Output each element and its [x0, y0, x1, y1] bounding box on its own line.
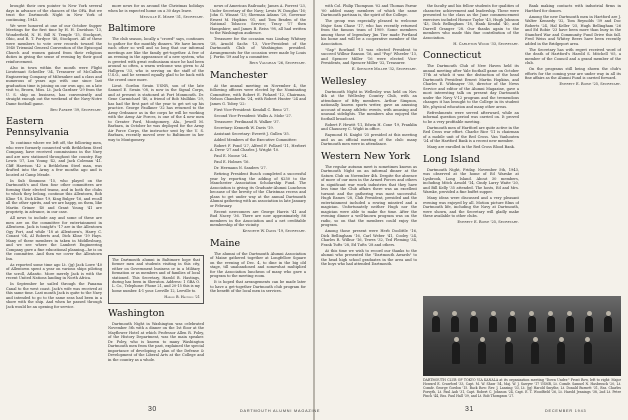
washington-heading: Washington: [108, 307, 165, 319]
paragraph: The Dartmouth Club of New Haven held its annual meeting after Yale football game on October 17th at which it was the distinction of the head Dartmouth President Ernest Martin Hopkins, and Charles E. Widmayer '30, director of the News Service and editor of the Alumni Magazine, gave a most interesting talk on present day Dartmouth under the Navy V-12 program and the tremendous changes it has brought to the College in its student life, physical education and many other areas.: [423, 64, 519, 109]
paragraph: Also in town within the month were Flight Lieutenant Schedler '34, Treasurer of McCallum Engineering Company of Milwaukee and a class and numerous of years ago with one since last graduation time is joining on our own ago, on a late visit to, Brown, Miss. Lt. Jack Gardner '29 from the U. S. ship on business, has conveniently and straight enough out the weekend of the Navy-Notre Dame football game.: [6, 65, 102, 106]
paragraph: The regular autumn meet is sometimes known as Dartmouth Night on an informal dinner at the Saturn Club on November 4th. Despite the absence of more of our men in the Armed Forces and others in significant war work industries that they have less time the Club affairs there was an excellent turnout and the gathering was most successful. Hugh Eames '28, Club President, presided and the entertainment included a rowing minstrel and a magician. Unfortunately neither Hugh nor the magician were able to make the time. After the evening dinner a well-known program was on the radio, so on that the members could enjoy the program.: [321, 164, 417, 227]
paragraph: Dr. Hermann N. Sanders '27.: [214, 166, 267, 170]
paragraph: Bank making contacts with industrial firms in Hartford for donors.: [525, 4, 621, 13]
paragraph: At this time we wish to record our thanks to the alumni who presented the "Dartmouth Awards" to the head high school graduates in the area and to the boys who had attended Dartmouth.: [321, 248, 417, 266]
secretary-signature: Rein Vaughan '26, Secretary.: [249, 61, 306, 65]
secretary-signature: H. Carleton Wood '33, Secretary.: [453, 41, 519, 46]
right-column-3: [525, 4, 621, 294]
left-page: [0, 0, 313, 420]
right-page: [315, 0, 628, 420]
section-heading: Western New York: [321, 150, 411, 162]
paragraph: As reported some time ago Lt. (jg) Jack Lowe '40 of Allentown spent a year on various ships piloting the scroll, Atlantic. More merely Jack is with the recent United Nations landing in North Africa.: [6, 262, 102, 280]
section-heading: Manchester: [210, 69, 268, 81]
paragraph: Paul E. Noone '24.: [214, 154, 248, 158]
paragraph: Many ideas were discussed and a very pleasant evening was enjoyed by all. Motion picture films of Dartmouth life, including the Navy at Dartmouth, were shown, and the Secretary will gladly make these available to other clubs.: [423, 196, 519, 218]
left-column-2: [108, 4, 204, 254]
paragraph: Refreshments were served afterward, while an informal question period was carried on. It proved to be a very profitable meeting.: [423, 110, 519, 124]
section-heading: Eastern Pennsylvania: [6, 116, 69, 138]
paragraph: Dartmouth Night, Friday, November 5th, 1943, was observed at the home of Ed Warnke at Lynbrook, Long Island. About 30 members, including Mitch Arnold '14, Cindy Larry Waite '20, and Bill Kelly '35 attended. The hosts, Ed and Mrs. Warnke, provided a fine buffet supper.: [423, 167, 519, 194]
paragraph: Retiring President Busch completed a successful year by reporting the adding of $250 to the Manchester Association Scholarship Fund. The Association is giving its Graduate-Alumni Luncheon because of the brevity of the Christmas recess and plans to get under way at the annual Dartmouth Alumni gathering with an association in late January or February.: [210, 172, 306, 208]
paragraph: The Secretary has with regret received word of the death of Hartford's Harold S. Mitchell '05, a member of the Council and a grand member of the club.: [525, 47, 621, 65]
paragraph: Among those present were Herb Doolittle '16, Dick Bellingham '16, Carl Weber '41, Cooley '24, Charles R. Wilbur '16, Tewes '32, Ted Fleming '34, Frank Tufts '28, Ed Tufts '28 and others.: [321, 229, 417, 247]
section-heading: Long Island: [423, 153, 480, 165]
paragraph: Assistant Secretary: Everett J. Gullen '35.: [214, 131, 290, 136]
secretary-signature: Kenneth W. Davis '19, Secretary.: [242, 229, 306, 233]
issue-date: DECEMBER 1943: [545, 409, 587, 413]
paragraph: The club season, locally a "crowd" says, continues to gather for the monthly dinners. We have known each other so well and so long that our informal meetings are like the family get-together. A few of an evening in the appearance of a new system, who is greeted with great enthusiasm since he had been around so often, a warm welcome was given to Al Hallgren '33, who is serving on the staff of the U.S.O., and he seemed equally glad to be back with the crowd once more.: [108, 37, 204, 82]
secretary-signature: Ben Parker '39, Secretary.: [50, 107, 102, 112]
section-heading: Baltimore: [108, 23, 156, 34]
baltimore-inset-text: The Dartmouth alumni in Baltimore hope that former men and students visiting in this city, either on Government business or in a Military formation or as members and of families of local stationed. This Secretary, Harold B. Hastings, during has been in Sheraton. Address: 1 GBA O. L. Co., Telephone: Phone 21, and 20-15 this is my home number. 4-1 your. Leeville 12, Leeville to.: [112, 258, 200, 293]
secretary-signature: Melville E. Mixer '31, Secretary.: [139, 14, 204, 19]
paragraph: more news for us around the Christmas holidays when he is expected home on a 30 days leave.: [108, 4, 204, 13]
left-page-number: 30: [148, 406, 157, 413]
secretary-signature: E. Spencer Miller '32, Secretary.: [351, 67, 417, 71]
baltimore-inset-signature: Harold B. Hastings '21: [164, 294, 200, 299]
paragraph: Paul E. Holmes '16.: [214, 160, 250, 164]
photo-caption: DARTMOUTH CLUB OF TOKYO VIA KANALA at its organization meeting "Down Under." Front Row, left to right: Major Howard E. Crawford '33, Capt. M. W. Shaw '34, Maj. W. J. Sawyer '17 USMR, Lt. Comdr. Samuel N. Hasbrouck '20, Lt. Comdr. George Gordon '15. Back Row: Rev. J. Lansing '33, Lt. (jg) Harold Smythe, Lt. Donald Burnett '31, Ens. Charles Forsyth, Lt. Paul Aub '31, Capt. Robert C. Johnson '24, Capt. E. T. Woodfield '26, Lt. Harold Jennings '38, 2nd Lt. Peter Finch '44, Ens. Paul Hall '39, and Lt. Bob Thompson '27.: [423, 378, 621, 399]
left-column-1: [6, 4, 102, 402]
paragraph: Treasurer: Ferdinand R. Walker '37.: [214, 119, 280, 124]
right-column-1: [321, 4, 417, 294]
paragraph: brought their own pointer to New York several days in advance of the chances of the OPA. But we trust the Dartmouth Night in New York of continuing, 1943.: [6, 4, 102, 22]
paragraph: Second Vice-President: Wallis A. Mohr '27.: [214, 113, 292, 118]
paragraph: Recent newcomers are George Harris '41 and Bud Nacey '36. There are now approximately 86 members in the Association and a net creditable membership of the vicinity.: [210, 209, 306, 227]
paragraph: "Gap" Rowland '15 was elected President to succeed Wilbur Ranson '16, and "Pop" Wheeler '13, and Spencer Miller '16 were elected Vice-Presidents, and Spencer Miller '32, Treasurer.: [321, 47, 417, 65]
right-page-number: 31: [465, 406, 474, 413]
magazine-name: DARTMOUTH ALUMNI MAGAZINE: [240, 409, 321, 413]
paragraph: Treasurer for the occasion was Lindsay Whitney '28, Arnold Sachs '13, Vice-President of the Dartmouth Club of Washington presided. Arrangements for the occasion were made by Louis J. Fortin '39 and by a committee.: [210, 37, 306, 59]
paragraph: Added Members of the Executive Committee:: [214, 137, 298, 142]
paragraph: Secretary: Kenneth W. Davis '19.: [214, 125, 274, 130]
paragraph: First Vice-President: Kendall C. Reno '27.: [214, 107, 290, 112]
section-heading: Maine: [210, 237, 241, 249]
spread-footer: [0, 404, 628, 416]
right-column-2: [423, 4, 519, 294]
paragraph: In Sub Simmons '15, who played on the Dartmouth's and then four other committees are forming their elected teams, and in both the clubs to which they belong, continue this Allentown, Bob Kline '18, Dick Kline '19, King Bulger '16, and recall all the other spirits, and we are happy, on them, like Martin Grimer '40 and Grant Young '41 are propriety, in advance, in our case.: [6, 178, 102, 214]
paragraph: Dartmouth men of Hartford are quite active in the Red Cross war effort. Charlie Rice '11 is chairman of a mobile unit of the Red Cross. Van Vanhouten '24 of the Hartford Bank is a recent new member.: [423, 125, 519, 143]
secretary-signature: Everett E. Rowe '25, Secretary.: [457, 220, 519, 224]
paragraph: Dartmouth Night in Wellesley was held on Nov. 4th at the Wellesley Country Club, with an attendance of fifty members. Arthur Simpson, nationally known sports writer, gave an amusing account of many athletic events, with amusing and unusual sidelights. The members also enjoyed the football broadcast.: [321, 89, 417, 121]
paragraph: To continue where we left off, the following men, who were formerly connected with Bethlehem Steel Company, have received commissions in the Navy and are now stationed throughout the country. Ray Lewis '37, Lou Young '42, and Jack Coleman '41. Cliff Harrison '42 a Bethlehem Steel man, was drafted into the Army a few months ago and is located at Camp Meade.: [6, 141, 102, 177]
photo-front-row: [443, 342, 601, 364]
secretary-signature: Everett E. Rowe '25, Secretary.: [559, 82, 621, 86]
paragraph: Many are enrolled in the Red Cross Blood Bank.: [427, 145, 515, 149]
paragraph: All news to include any and some of these are men are on the committee for entertainment in Allentown. Jack is tonight's '17 are in the Allentown Ogy Fort, and while '18 at Allentown's, Harry C. Conant '04, Al Roberts and, Dick Kline '19 Hays. Many of these members in taken in Middlesburg, and we see where the Lambert Engineering Company gave a fine educational planning—he is on the committee. And then we cover the Allentown Inn.: [6, 216, 102, 261]
paragraph: The alumni of the Dartmouth Alumni Association of Maine gathered together at Longfellow Square on the evening of Dec. 4, to dine in the big old stage, till unabandoned and somewhat multiplied for the Association luncheon of many who gave a program to the meeting room.: [210, 251, 306, 278]
paragraph: It is hoped that arrangements can be made later to have a get-together Dartmouth club program for the benefit of the local men in services.: [210, 280, 306, 293]
paragraph: Lieut. Gordon Swain USNR, son of the late Samuel E. Swain '08, is now in the Signal Corps, and at present is stationed at Fort Monmouth. Dr. Gene Carmichael '40, a friend of Bob Mullikin '29, has had the first part of the year to get set up his practice. George Faulkner '32 has returned to the Army Ordnance as in the corps he will be working with the Army Air Forces, is one of the 4 new men to Greater Ford, Montgomery, Ala., Jewell M. Barbara, in October he was deployed for the Army Air Force Corps, the instructor sent by the U. S. Barbara, recently moved over to Baltimore in her way to Montgomery.: [108, 83, 204, 142]
paragraph: Raymond H. Knight '25 presided at this meeting and as an official meeting of the club: many Dartmouth men were in attendance.: [321, 133, 417, 146]
section-heading: Wellesley: [321, 75, 367, 87]
left-column-3: [210, 4, 306, 402]
paragraph: Robert F. Hewitt '11, Edwin H. Cone '19, Franklin and Chauncey C. Wight in office.: [321, 122, 417, 131]
club-group-photo: [423, 296, 621, 376]
left-column-2-lower: [108, 252, 204, 402]
paragraph: At the annual meeting on November 4, the following officers were elected by the Nominating Committee, with Robert E. Pickard '12, Chairman, Nelson Chamberlin '24, with Robert Hunter '24 and James G. Tobey '22:: [210, 83, 306, 106]
paragraph: the faculty and his fellow students for qualities of character, achievement and leadership. These were presented to the class as the June commencement exercises included Horace Taylor '43, Hugh Johnson '43, Dick Bellingham '18, Hank Kendal '40, and Darrell Granger '28. Our thanks again to the members who made this fine contribution of the Association.: [423, 4, 519, 40]
paragraph: Among the new Dartmouth men in Hartford are J. Walter Kennedy '32, Tom Reynolds '39 and Doc Roberts '24, Hal Keller '25, Hugh Bellingham '26 and Ed Robie '23 have been more than busy in the Stamford War and Community Fund Drive this fall. Fred Weiss and Whitey Beers have been recently added in the Bridgeport area.: [525, 14, 621, 46]
paragraph: Robert F. Pond '27, Alfred F. Pollard '11, Herbert A. Drew '27 and Charles J. Wright '10.: [210, 143, 306, 152]
baltimore-inset-box: [108, 255, 204, 304]
paragraph: We were honored at one of our October Supper Meetings for the first time by H. H. Davidson '13, Wonderfield, N. H. Bill N. Temple '15, Stockport, Ohio, and R. T. Fordyce '40, Stockport. All of these were members to vote over records toward the 1940 Triennial General Convention of the Episcopal Church and women gained from their religious duties in giving the sense of evening by their good reinforcement.: [6, 23, 102, 64]
washington-text: Dartmouth Night in Washington was celebrated November 5th with a dinner on the 1st floor at the Mayflower Hotel at which Professor Allen R. Foley, of the History Department, was the main speaker. Dr. Foley, who is known to many Washington Dartmouth men from the past, explained the special importance of developing a plan of the Defense & Development of the Liberal Arts at the College and in the country as a whole.: [108, 321, 204, 362]
paragraph: In September he sailed through the Panama Canal to the west coast. Jack's wife was received at this same time. Last month Jack is quite to the Navy and intended to go to the same seas had been in a shore with the ship. And when he passed through Jack would be an opening for service.: [6, 282, 102, 309]
paragraph: with Col. Philip Thompson '02 and Thomas Farrar '00 added many members of which the same Dartmouth partisan is, the spirit of the College.: [321, 4, 417, 17]
paragraph: news of American Railroads; James A. Forrest '23, Under Secretary of the Navy; Lewis W. Douglas '16; John G. Winant '13; Sherman Adams '20, Governor Ernest M. Hopkins '01, and Tom Braden of the National Tobacco Service; Tracy '17 then Hampshire; and James B. Reiss '98, all had written to the Washington audience.: [210, 4, 306, 35]
section-heading: Connecticut: [423, 50, 482, 61]
paragraph: The group was especially pleased to welcome Major Sam Chase '17, who has recently returned from the famous team of 1909. Some members among those of legendary Jim Tier made Portland his home and will be a cooperative member of the Association.: [321, 19, 417, 46]
paragraph: On the programs still being shown the club's efforts for the coming year are under way in all its fine affairs as the Alumni Fund is carried forward.: [525, 67, 621, 80]
photo-back-row: [426, 316, 618, 332]
